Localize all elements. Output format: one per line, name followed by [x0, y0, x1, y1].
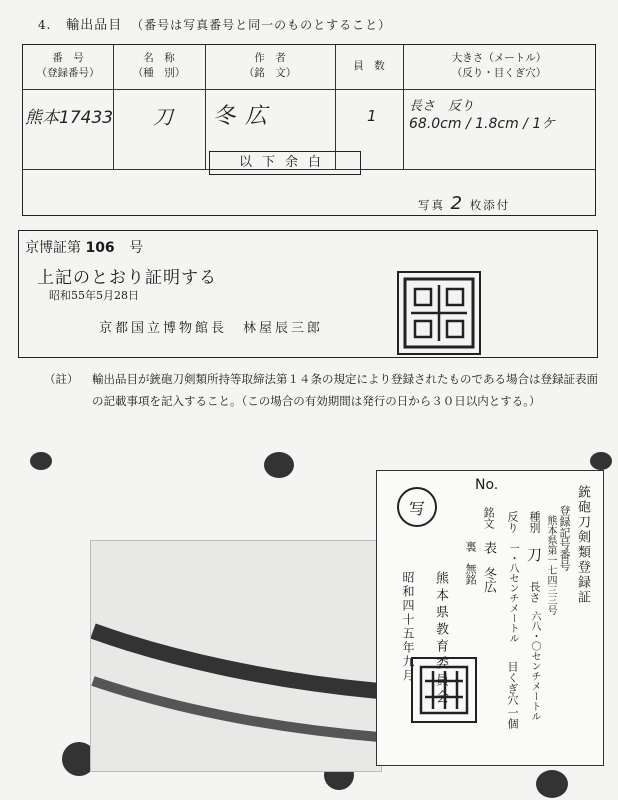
punch-hole-mark: [590, 452, 612, 470]
photo-suffix: 枚添付: [469, 198, 511, 212]
item-name: 刀: [153, 105, 173, 129]
export-items-table: [22, 44, 596, 216]
item-size-labels: 長さ 反り: [409, 99, 475, 114]
header-size-label: 大きさ（メートル）: [451, 52, 547, 64]
section-heading: [38, 14, 391, 33]
card-length-value: 六八・〇センチメートル: [529, 611, 540, 721]
header-size: [403, 51, 595, 81]
card-reg-label: 登録記号番号: [558, 505, 571, 571]
punch-hole-mark: [536, 770, 568, 798]
header-name-sub: （種 別）: [132, 67, 186, 79]
museum-seal: [397, 271, 481, 355]
footnote: [44, 368, 608, 412]
section-number: 4.: [38, 18, 52, 32]
card-type-value: 刀: [525, 547, 543, 562]
sword-photograph: [90, 540, 382, 772]
card-type-label: 種別: [528, 511, 541, 533]
section-note: （番号は写真番号と同一のものとすること）: [131, 18, 392, 32]
certificate-issuer: 京都国立博物館長 林屋辰三郎: [99, 321, 324, 336]
card-date: 昭和四十五年九月: [401, 571, 415, 683]
certificate-number-value: 106: [85, 240, 115, 256]
table-header-divider: [23, 89, 595, 90]
card-title: 銃砲刀剣類登録証: [575, 485, 590, 605]
item-count: 1: [367, 107, 377, 125]
photo-count-line: [418, 193, 510, 214]
header-size-sub: （反り・目くぎ穴）: [451, 67, 547, 79]
header-maker: [205, 51, 335, 81]
header-maker-sub: （銘 文）: [243, 67, 297, 79]
punch-hole-mark: [264, 452, 294, 478]
end-of-list-stamp: 以下余白: [209, 151, 361, 175]
card-issuer: 熊本県教育委員会: [433, 571, 448, 707]
header-count: [335, 59, 403, 74]
certificate-block: [18, 230, 598, 358]
issuer-seal: [411, 657, 477, 723]
card-number-mark: No.: [475, 477, 499, 493]
card-sori-value: 一・八センチメートル: [507, 543, 518, 643]
header-name: [113, 51, 205, 81]
photo-count: 2: [450, 193, 465, 214]
header-number: [23, 51, 113, 81]
card-mei-label: 銘文: [482, 507, 495, 529]
card-length-label: 長さ: [528, 581, 541, 603]
certificate-number: [25, 237, 143, 257]
photo-mark-stamp: 写: [397, 487, 437, 527]
card-mekugi-label: 目くぎ穴: [506, 661, 519, 705]
sword-icon: [91, 541, 381, 771]
punch-hole-mark: [30, 452, 52, 470]
certificate-date: 昭和55年5月28日: [49, 289, 139, 302]
certificate-statement: 上記のとおり証明する: [37, 268, 217, 288]
card-mei-back: 裏 無銘: [464, 541, 477, 585]
item-maker: 冬広: [213, 104, 278, 129]
section-title: 輸出品目: [66, 18, 123, 33]
header-count-label: 員 数: [353, 60, 385, 72]
certificate-number-prefix: 京博証第: [25, 240, 81, 256]
seal-pattern-icon: [415, 661, 473, 719]
photo-prefix: 写真: [418, 198, 445, 212]
item-number: 熊本17433: [25, 108, 114, 128]
certificate-number-suffix: 号: [129, 240, 144, 256]
footnote-text: 輸出品目が銃砲刀剣類所持等取締法第１４条の規定により登録されたものである場合は登録証表面の記載事項を記入すること。（この場合の有効期間は発行の日から３０日以内とする。）: [92, 372, 598, 408]
header-number-label: 番 号: [52, 52, 84, 64]
header-maker-label: 作 者: [254, 52, 286, 64]
card-reg-value: 熊本県第一七四三三号: [545, 515, 556, 615]
card-mei-front: 表 冬広: [481, 541, 496, 593]
card-sori-label: 反り: [506, 511, 519, 533]
item-size-values: 68.0cm / 1.8cm / 1ケ: [409, 116, 556, 132]
registration-card: [376, 470, 604, 766]
footnote-label: （註）: [44, 372, 79, 386]
header-name-label: 名 称: [143, 52, 175, 64]
seal-pattern-icon: [401, 275, 477, 351]
card-mekugi-value: 一個: [506, 707, 519, 729]
header-number-sub: （登録番号）: [36, 67, 100, 79]
